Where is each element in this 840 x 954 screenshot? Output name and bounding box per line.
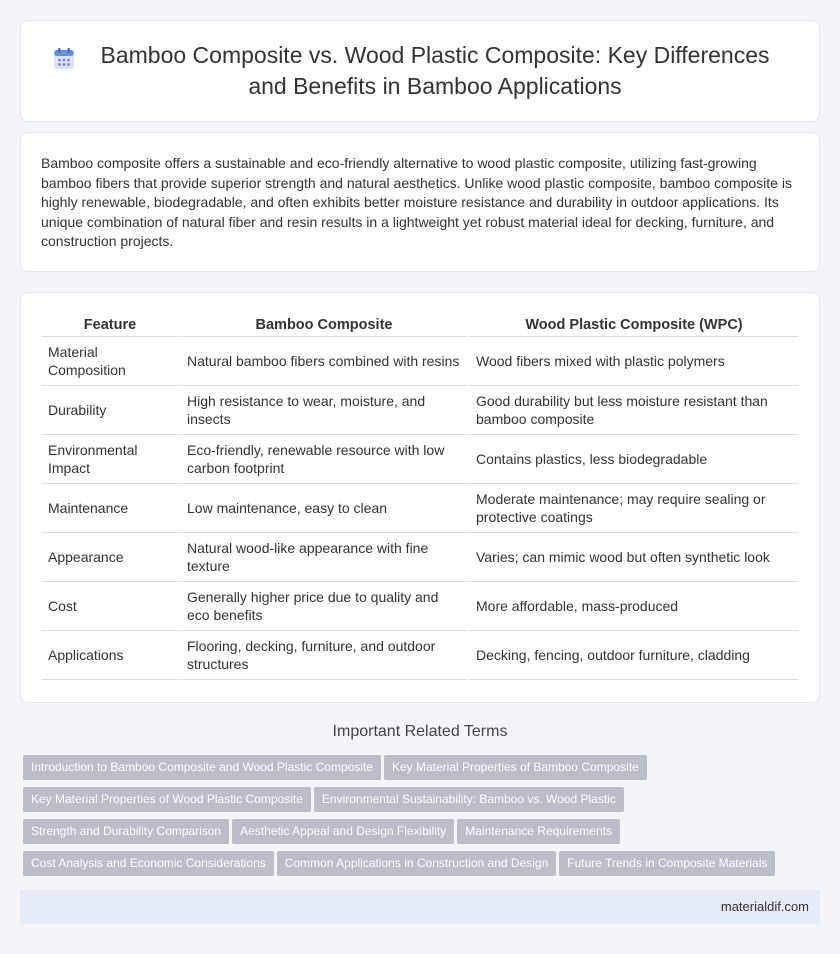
table-cell: Appearance <box>42 533 178 582</box>
related-terms-list <box>23 755 823 883</box>
table-cell: Moderate maintenance; may require sealing or protective coatings <box>467 484 798 533</box>
title-card <box>20 20 820 122</box>
table-cell: Varies; can mimic wood but often synthetic look <box>467 533 798 582</box>
table-cell: Natural wood-like appearance with fine texture <box>178 533 467 582</box>
table-cell: Flooring, decking, furniture, and outdoor structures <box>178 631 467 680</box>
table-cell: Environmental Impact <box>42 435 178 484</box>
calendar-icon <box>51 46 77 72</box>
table-cell: High resistance to wear, moisture, and insects <box>178 386 467 435</box>
related-term-link[interactable]: Key Material Properties of Wood Plastic Composite <box>23 787 311 812</box>
related-term-link[interactable]: Environmental Sustainability: Bamboo vs. Wood Plastic <box>314 787 624 812</box>
table-cell: Material Composition <box>42 337 178 386</box>
table-cell: Good durability but less moisture resistant than bamboo composite <box>467 386 798 435</box>
comparison-card <box>20 292 820 703</box>
related-term-link[interactable]: Cost Analysis and Economic Considerations <box>23 851 274 876</box>
table-row <box>42 337 798 386</box>
footer <box>20 890 820 924</box>
related-term-link[interactable]: Introduction to Bamboo Composite and Wood Plastic Composite <box>23 755 381 780</box>
column-header: Wood Plastic Composite (WPC) <box>467 313 798 337</box>
table-row <box>42 533 798 582</box>
table-row <box>42 386 798 435</box>
table-cell: More affordable, mass-produced <box>467 582 798 631</box>
table-row <box>42 631 798 680</box>
table-cell: Generally higher price due to quality and eco benefits <box>178 582 467 631</box>
footer-site-link[interactable]: materialdif.com <box>720 899 809 914</box>
related-term-link[interactable]: Maintenance Requirements <box>457 819 620 844</box>
table-cell: Eco-friendly, renewable resource with low carbon footprint <box>178 435 467 484</box>
table-cell: Low maintenance, easy to clean <box>178 484 467 533</box>
intro-text: Bamboo composite offers a sustainable and eco-friendly alternative to wood plastic composite, utilizing fast-growing bamboo fibers that provide superior strength and natural aesthetics. Unlike wood plastic composite, bamboo composite is highly renewable, biodegradable, and often exhibits better moisture resistance and durability in outdoor applications. Its unique combination of natural fiber and resin results in a lightweight yet robust material ideal for decking, furniture, and construction projects. <box>41 155 792 250</box>
related-term-link[interactable]: Strength and Durability Comparison <box>23 819 229 844</box>
table-row <box>42 435 798 484</box>
column-header: Feature <box>42 313 178 337</box>
table-row <box>42 484 798 533</box>
table-row <box>42 582 798 631</box>
table-cell: Maintenance <box>42 484 178 533</box>
comparison-table <box>42 313 798 680</box>
related-term-link[interactable]: Future Trends in Composite Materials <box>559 851 775 876</box>
table-cell: Durability <box>42 386 178 435</box>
related-term-link[interactable]: Aesthetic Appeal and Design Flexibility <box>232 819 454 844</box>
page-title: Bamboo Composite vs. Wood Plastic Composite: Key Differences and Benefits in Bamboo Applications <box>100 42 770 99</box>
table-header-row <box>42 313 798 337</box>
table-cell: Wood fibers mixed with plastic polymers <box>467 337 798 386</box>
table-cell: Natural bamboo fibers combined with resins <box>178 337 467 386</box>
table-cell: Cost <box>42 582 178 631</box>
column-header: Bamboo Composite <box>178 313 467 337</box>
related-term-link[interactable]: Common Applications in Construction and Design <box>277 851 556 876</box>
table-cell: Decking, fencing, outdoor furniture, cladding <box>467 631 798 680</box>
intro-card <box>20 132 820 272</box>
table-cell: Applications <box>42 631 178 680</box>
table-cell: Contains plastics, less biodegradable <box>467 435 798 484</box>
related-terms-heading: Important Related Terms <box>332 723 508 740</box>
related-term-link[interactable]: Key Material Properties of Bamboo Composite <box>384 755 647 780</box>
